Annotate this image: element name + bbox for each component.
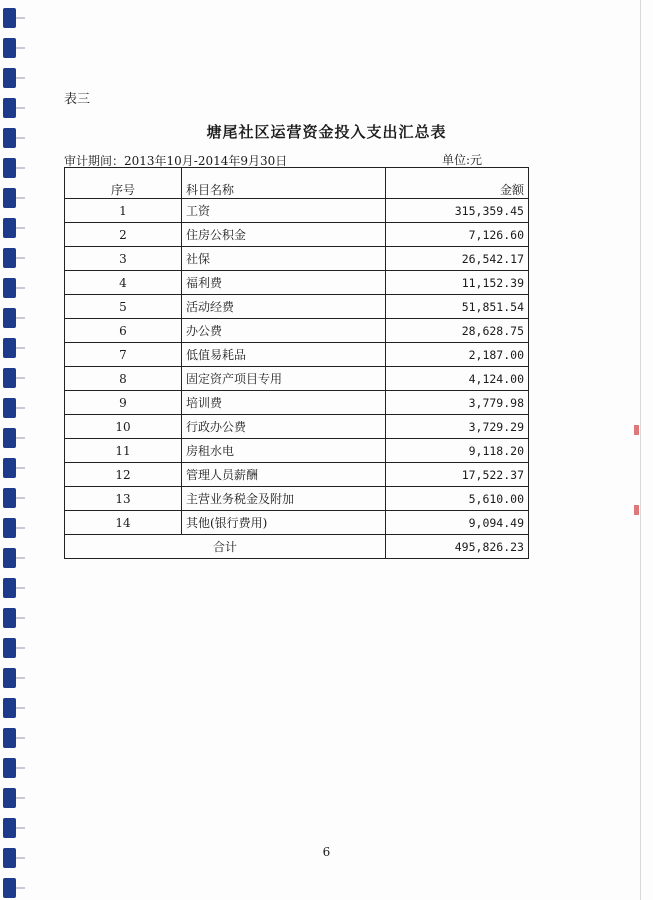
row-number: 14 [65,511,182,535]
row-item-name: 低值易耗品 [182,343,386,367]
binding-ring [3,158,16,178]
row-amount: 3,779.98 [386,391,529,415]
row-item-name: 主营业务税金及附加 [182,487,386,511]
header-amount: 金额 [386,168,529,199]
binding-ring [3,248,16,268]
binding-ring [3,668,16,688]
row-amount: 7,126.60 [386,223,529,247]
table-row [65,319,529,343]
row-amount: 3,729.29 [386,415,529,439]
stamp-edge-mark [634,505,639,515]
row-item-name: 其他(银行费用) [182,511,386,535]
row-amount: 2,187.00 [386,343,529,367]
row-amount: 11,152.39 [386,271,529,295]
row-number: 12 [65,463,182,487]
row-item-name: 培训费 [182,391,386,415]
table-row [65,487,529,511]
table-row [65,463,529,487]
row-amount: 315,359.45 [386,199,529,223]
row-number: 7 [65,343,182,367]
summary-table [64,167,529,559]
row-number: 4 [65,271,182,295]
binding-ring [3,38,16,58]
unit-label: 单位:元 [442,153,483,167]
row-item-name: 社保 [182,247,386,271]
binding-ring [3,398,16,418]
row-number: 10 [65,415,182,439]
row-number: 3 [65,247,182,271]
binding-ring [3,428,16,448]
row-amount: 26,542.17 [386,247,529,271]
binding-ring [3,368,16,388]
binding-ring [3,338,16,358]
stamp-edge-mark [634,425,639,435]
binding-ring [3,578,16,598]
total-amount: 495,826.23 [386,535,529,559]
binding-ring [3,758,16,778]
row-number: 6 [65,319,182,343]
row-number: 13 [65,487,182,511]
header-no: 序号 [65,168,182,199]
row-number: 8 [65,367,182,391]
binding-ring [3,218,16,238]
row-number: 2 [65,223,182,247]
header-name: 科目名称 [182,168,386,199]
row-amount: 9,094.49 [386,511,529,535]
table-row [65,223,529,247]
row-item-name: 管理人员薪酬 [182,463,386,487]
table-row [65,295,529,319]
row-item-name: 固定资产项目专用 [182,367,386,391]
binding-ring [3,308,16,328]
table-row [65,511,529,535]
binding-ring [3,98,16,118]
binding-ring [3,788,16,808]
row-number: 1 [65,199,182,223]
total-row [65,535,529,559]
binding-ring [3,608,16,628]
row-item-name: 办公费 [182,319,386,343]
binding-ring [3,878,16,898]
row-item-name: 行政办公费 [182,415,386,439]
row-item-name: 房租水电 [182,439,386,463]
row-item-name: 住房公积金 [182,223,386,247]
binding-ring [3,458,16,478]
table-row [65,367,529,391]
binding-ring [3,518,16,538]
audit-period: 审计期间：2013年10月-2014年9月30日 [64,154,288,168]
row-item-name: 福利费 [182,271,386,295]
binding-ring [3,728,16,748]
binding-ring [3,278,16,298]
binding-ring [3,818,16,838]
table-row [65,247,529,271]
binding-ring [3,8,16,28]
row-item-name: 活动经费 [182,295,386,319]
row-number: 9 [65,391,182,415]
row-number: 11 [65,439,182,463]
row-amount: 5,610.00 [386,487,529,511]
row-amount: 51,851.54 [386,295,529,319]
binding-ring [3,68,16,88]
row-item-name: 工资 [182,199,386,223]
table-row [65,391,529,415]
table-row [65,271,529,295]
table-row [65,343,529,367]
table-row [65,199,529,223]
table-header-row [65,168,529,199]
binding-ring [3,698,16,718]
binding-ring [3,638,16,658]
table-row [65,415,529,439]
row-number: 5 [65,295,182,319]
binding-ring [3,548,16,568]
page-title: 塘尾社区运营资金投入支出汇总表 [206,123,447,141]
total-label: 合计 [65,535,386,559]
row-amount: 17,522.37 [386,463,529,487]
row-amount: 9,118.20 [386,439,529,463]
binding-ring [3,188,16,208]
table-row [65,439,529,463]
page-number: 6 [322,845,331,859]
binding-ring [3,488,16,508]
row-amount: 28,628.75 [386,319,529,343]
table-label: 表三 [64,92,91,107]
row-amount: 4,124.00 [386,367,529,391]
